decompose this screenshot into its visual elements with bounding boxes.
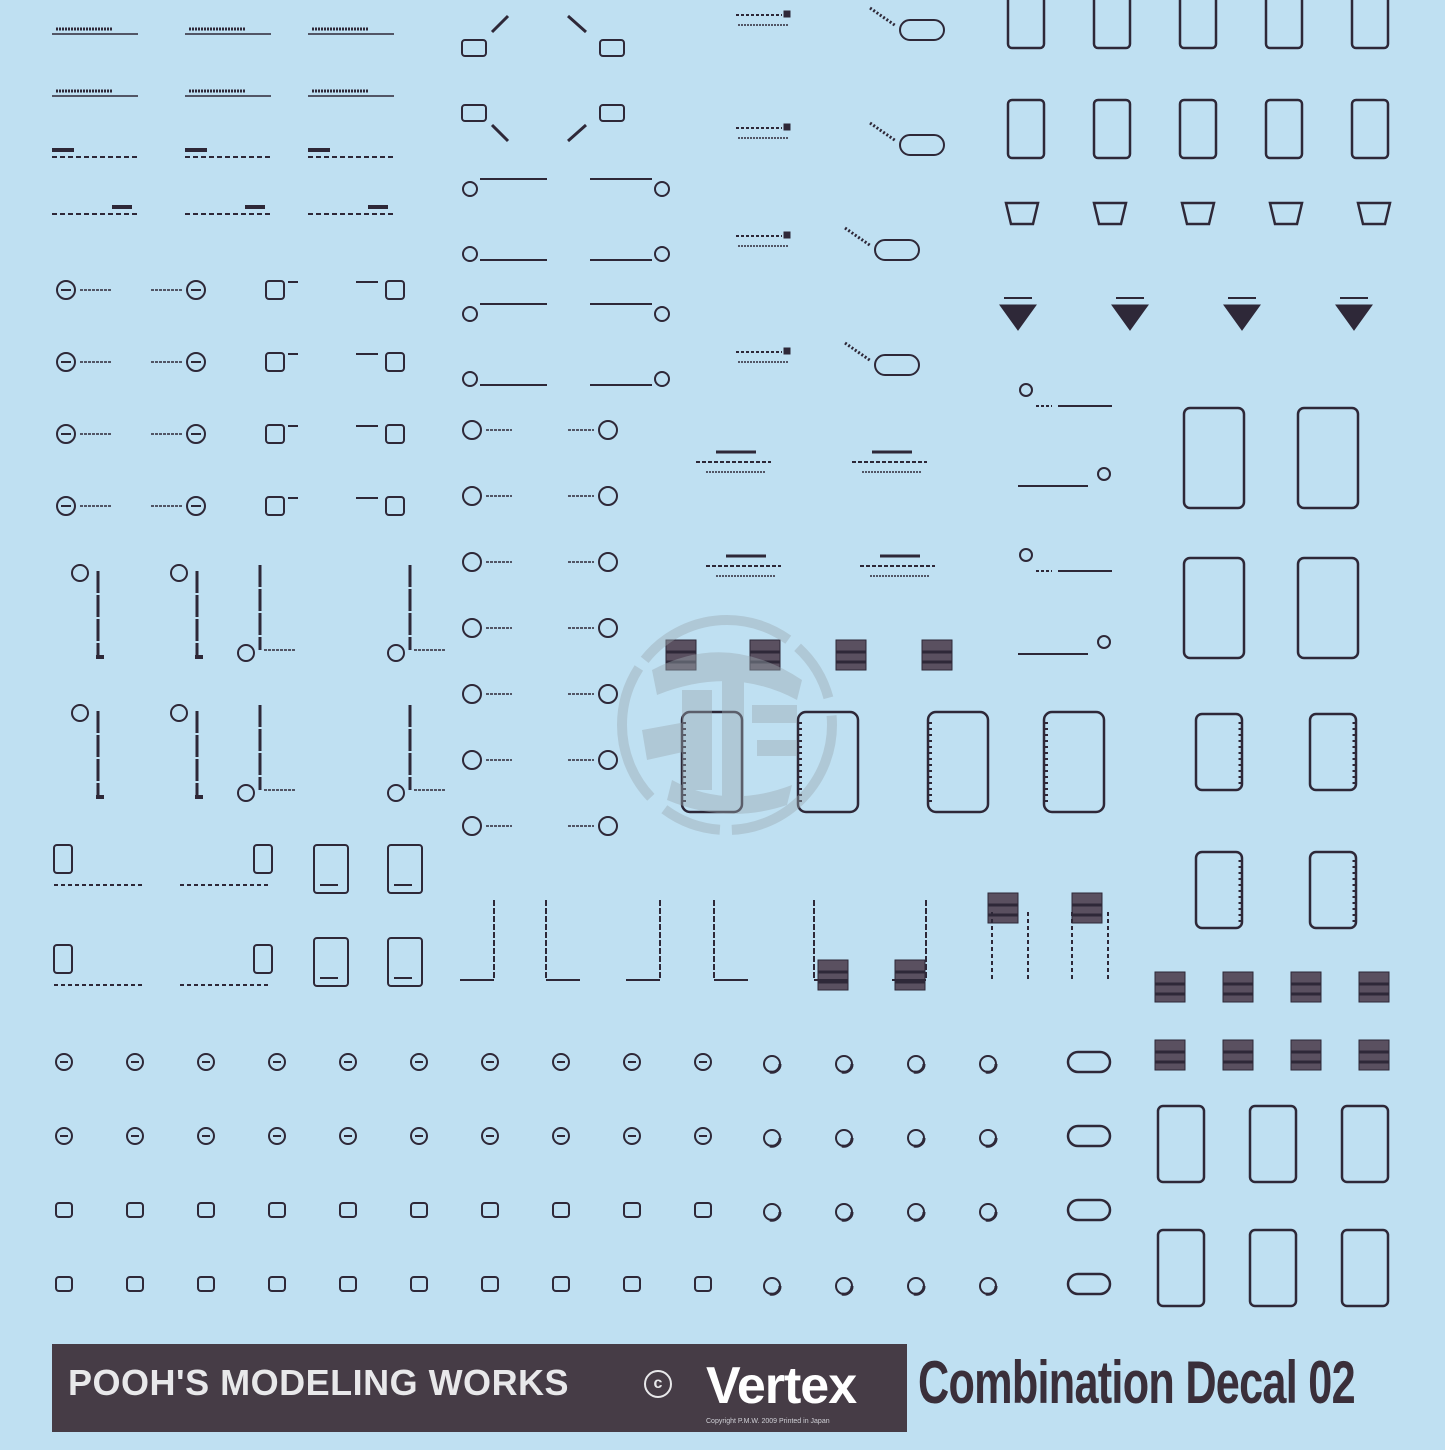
circle-target-icon [266,281,298,299]
leader-line-marker-icon [463,247,547,261]
trapezoid-icon [1270,203,1302,224]
leader-line-marker-icon [72,705,104,797]
pill-outline-icon [845,343,919,375]
circle-target-icon [553,1128,569,1144]
circle-target-icon [356,425,404,443]
caution-text-icon [736,11,790,25]
warning-triangle-icon [1000,298,1036,330]
circle-target-icon [908,1278,924,1294]
circle-target-icon [568,685,617,703]
panel-outline-icon [1298,558,1358,658]
caution-text-icon [706,556,781,576]
circle-target-icon [463,487,512,505]
circle-target-icon [56,1277,72,1291]
leader-line-marker-icon [714,900,748,980]
panel-outline-icon [1266,0,1302,48]
fine-print: Copyright P.M.W. 2009 Printed in Japan [706,1418,830,1425]
pill-outline-icon [845,228,919,260]
circle-target-icon [356,281,404,299]
leader-line-marker-icon [388,565,446,661]
caution-text-icon [308,150,394,157]
circle-target-icon [463,685,512,703]
circle-target-icon [553,1054,569,1070]
circle-target-icon [57,497,111,515]
circle-target-icon [695,1203,711,1217]
circle-target-icon [836,1278,852,1294]
circle-target-icon [269,1203,285,1217]
circle-target-icon [568,817,617,835]
leader-line-marker-icon [462,105,508,141]
striped-plate-icon [922,640,952,670]
circle-target-icon [624,1277,640,1291]
panel-outline-icon [254,945,272,973]
product-title: Combination Decal 02 [918,1349,1355,1416]
leader-line-marker-icon [171,565,203,657]
circle-target-icon [764,1056,780,1072]
circle-target-icon [980,1278,996,1294]
panel-outline-icon [1342,1106,1388,1182]
circle-target-icon [908,1130,924,1146]
circle-target-icon [340,1128,356,1144]
trapezoid-icon [1358,203,1390,224]
panel-outline-icon [254,845,272,873]
striped-plate-icon [1072,893,1102,923]
leader-line-marker-icon [546,900,580,980]
leader-line-marker-icon [590,372,669,386]
circle-target-icon [57,281,111,299]
panel-outline-icon [54,845,72,873]
circle-target-icon [463,751,512,769]
caution-text-icon [52,91,138,96]
striped-plate-icon [1223,972,1253,1002]
caution-text-icon [185,207,271,214]
circle-target-icon [695,1277,711,1291]
panel-outline-icon [388,938,422,986]
panel-outline-icon [1196,714,1242,790]
panel-outline-icon [1184,408,1244,508]
leader-line-marker-icon [1020,549,1112,571]
leader-line-marker-icon [590,179,669,196]
panel-outline-icon [54,945,72,973]
leader-line-marker-icon [1018,636,1110,654]
circle-target-icon [198,1128,214,1144]
caution-text-icon [52,29,138,34]
panel-outline-icon [1044,712,1104,812]
circle-target-icon [624,1203,640,1217]
circle-target-icon [57,425,111,443]
striped-plate-icon [818,960,848,990]
panel-outline-icon [1250,1230,1296,1306]
panel-outline-icon [314,938,348,986]
panel-outline-icon [1094,0,1130,48]
circle-target-icon [764,1130,780,1146]
leader-line-marker-icon [72,565,104,657]
striped-plate-icon [1291,1040,1321,1070]
circle-target-icon [411,1277,427,1291]
circle-target-icon [764,1204,780,1220]
circle-target-icon [198,1203,214,1217]
pill-outline-icon [1068,1052,1110,1072]
circle-target-icon [340,1054,356,1070]
trapezoid-icon [1182,203,1214,224]
pill-outline-icon [1068,1126,1110,1146]
circle-target-icon [266,497,298,515]
circle-target-icon [127,1054,143,1070]
circle-target-icon [836,1130,852,1146]
circle-target-icon [764,1278,780,1294]
striped-plate-icon [1359,1040,1389,1070]
leader-line-marker-icon [590,304,669,321]
trapezoid-icon [1094,203,1126,224]
trapezoid-icon [1006,203,1038,224]
striped-plate-icon [1223,1040,1253,1070]
circle-target-icon [463,421,512,439]
circle-target-icon [482,1054,498,1070]
circle-target-icon [269,1277,285,1291]
panel-outline-icon [1180,100,1216,158]
leader-line-marker-icon [238,565,296,661]
panel-outline-icon [1310,714,1356,790]
warning-triangle-icon [1112,298,1148,330]
circle-target-icon [127,1203,143,1217]
panel-outline-icon [1250,1106,1296,1182]
circle-target-icon [624,1054,640,1070]
circle-target-icon [411,1128,427,1144]
caution-text-icon [52,150,138,157]
leader-line-marker-icon [1020,384,1112,406]
circle-target-icon [266,353,298,371]
circle-target-icon [198,1054,214,1070]
caution-text-icon [185,91,271,96]
copyright-icon: c [644,1370,672,1398]
circle-target-icon [568,487,617,505]
panel-outline-icon [1008,0,1044,48]
circle-target-icon [411,1054,427,1070]
pill-outline-icon [870,123,944,155]
caution-text-icon [52,207,138,214]
circle-target-icon [127,1277,143,1291]
circle-target-icon [980,1204,996,1220]
circle-target-icon [482,1128,498,1144]
circle-target-icon [908,1204,924,1220]
circle-target-icon [356,497,404,515]
circle-target-icon [980,1056,996,1072]
circle-target-icon [56,1128,72,1144]
circle-target-icon [269,1054,285,1070]
panel-outline-icon [1158,1230,1204,1306]
striped-plate-icon [1291,972,1321,1002]
circle-target-icon [553,1277,569,1291]
striped-plate-icon [1155,1040,1185,1070]
panel-outline-icon [1352,100,1388,158]
striped-plate-icon [988,893,1018,923]
circle-target-icon [151,425,205,443]
circle-target-icon [56,1054,72,1070]
circle-target-icon [695,1128,711,1144]
circle-target-icon [56,1203,72,1217]
panel-outline-icon [928,712,988,812]
leader-line-marker-icon [463,372,547,386]
circle-target-icon [151,497,205,515]
panel-outline-icon [1184,558,1244,658]
circle-target-icon [151,281,205,299]
circle-target-icon [266,425,298,443]
caution-text-icon [736,124,790,138]
shop-seal-watermark-icon [612,610,842,840]
pill-outline-icon [1068,1274,1110,1294]
circle-target-icon [568,619,617,637]
circle-target-icon [356,353,404,371]
leader-line-marker-icon [460,900,494,980]
panel-outline-icon [1352,0,1388,48]
leader-line-marker-icon [626,900,660,980]
circle-target-icon [127,1128,143,1144]
product-line-logo: Vertex [706,1357,857,1415]
caution-text-icon [860,556,935,576]
panel-outline-icon [1310,852,1356,928]
circle-target-icon [568,553,617,571]
leader-line-marker-icon [1018,468,1110,486]
caution-text-icon [852,452,927,472]
circle-target-icon [695,1054,711,1070]
leader-line-marker-icon [568,105,624,141]
caution-text-icon [696,452,771,472]
circle-target-icon [482,1277,498,1291]
leader-line-marker-icon [171,705,203,797]
warning-triangle-icon [1224,298,1260,330]
circle-target-icon [463,817,512,835]
warning-triangle-icon [1336,298,1372,330]
circle-target-icon [980,1130,996,1146]
panel-outline-icon [1008,100,1044,158]
caution-text-icon [736,232,790,246]
panel-outline-icon [388,845,422,893]
pill-outline-icon [1068,1200,1110,1220]
striped-plate-icon [1155,972,1185,1002]
leader-line-marker-icon [463,179,547,196]
circle-target-icon [463,619,512,637]
panel-outline-icon [1266,100,1302,158]
caution-text-icon [308,91,394,96]
circle-target-icon [568,421,617,439]
panel-outline-icon [1158,1106,1204,1182]
panel-outline-icon [1342,1230,1388,1306]
pill-outline-icon [870,8,944,40]
circle-target-icon [340,1203,356,1217]
circle-target-icon [198,1277,214,1291]
caution-text-icon [736,348,790,362]
circle-target-icon [463,553,512,571]
leader-line-marker-icon [463,304,547,321]
leader-line-marker-icon [238,705,296,801]
panel-outline-icon [1298,408,1358,508]
striped-plate-icon [1359,972,1389,1002]
brand-name: POOH'S MODELING WORKS [68,1362,570,1403]
panel-outline-icon [1094,100,1130,158]
leader-line-marker-icon [590,247,669,261]
circle-target-icon [624,1128,640,1144]
circle-target-icon [411,1203,427,1217]
circle-target-icon [340,1277,356,1291]
circle-target-icon [908,1056,924,1072]
panel-outline-icon [1180,0,1216,48]
circle-target-icon [57,353,111,371]
leader-line-marker-icon [388,705,446,801]
panel-outline-icon [1196,852,1242,928]
circle-target-icon [836,1204,852,1220]
leader-line-marker-icon [568,16,624,56]
circle-target-icon [151,353,205,371]
circle-target-icon [568,751,617,769]
circle-target-icon [553,1203,569,1217]
striped-plate-icon [895,960,925,990]
circle-target-icon [269,1128,285,1144]
circle-target-icon [482,1203,498,1217]
caution-text-icon [185,29,271,34]
circle-target-icon [836,1056,852,1072]
caution-text-icon [185,150,271,157]
leader-line-marker-icon [462,16,508,56]
caution-text-icon [308,29,394,34]
panel-outline-icon [314,845,348,893]
caution-text-icon [308,207,394,214]
